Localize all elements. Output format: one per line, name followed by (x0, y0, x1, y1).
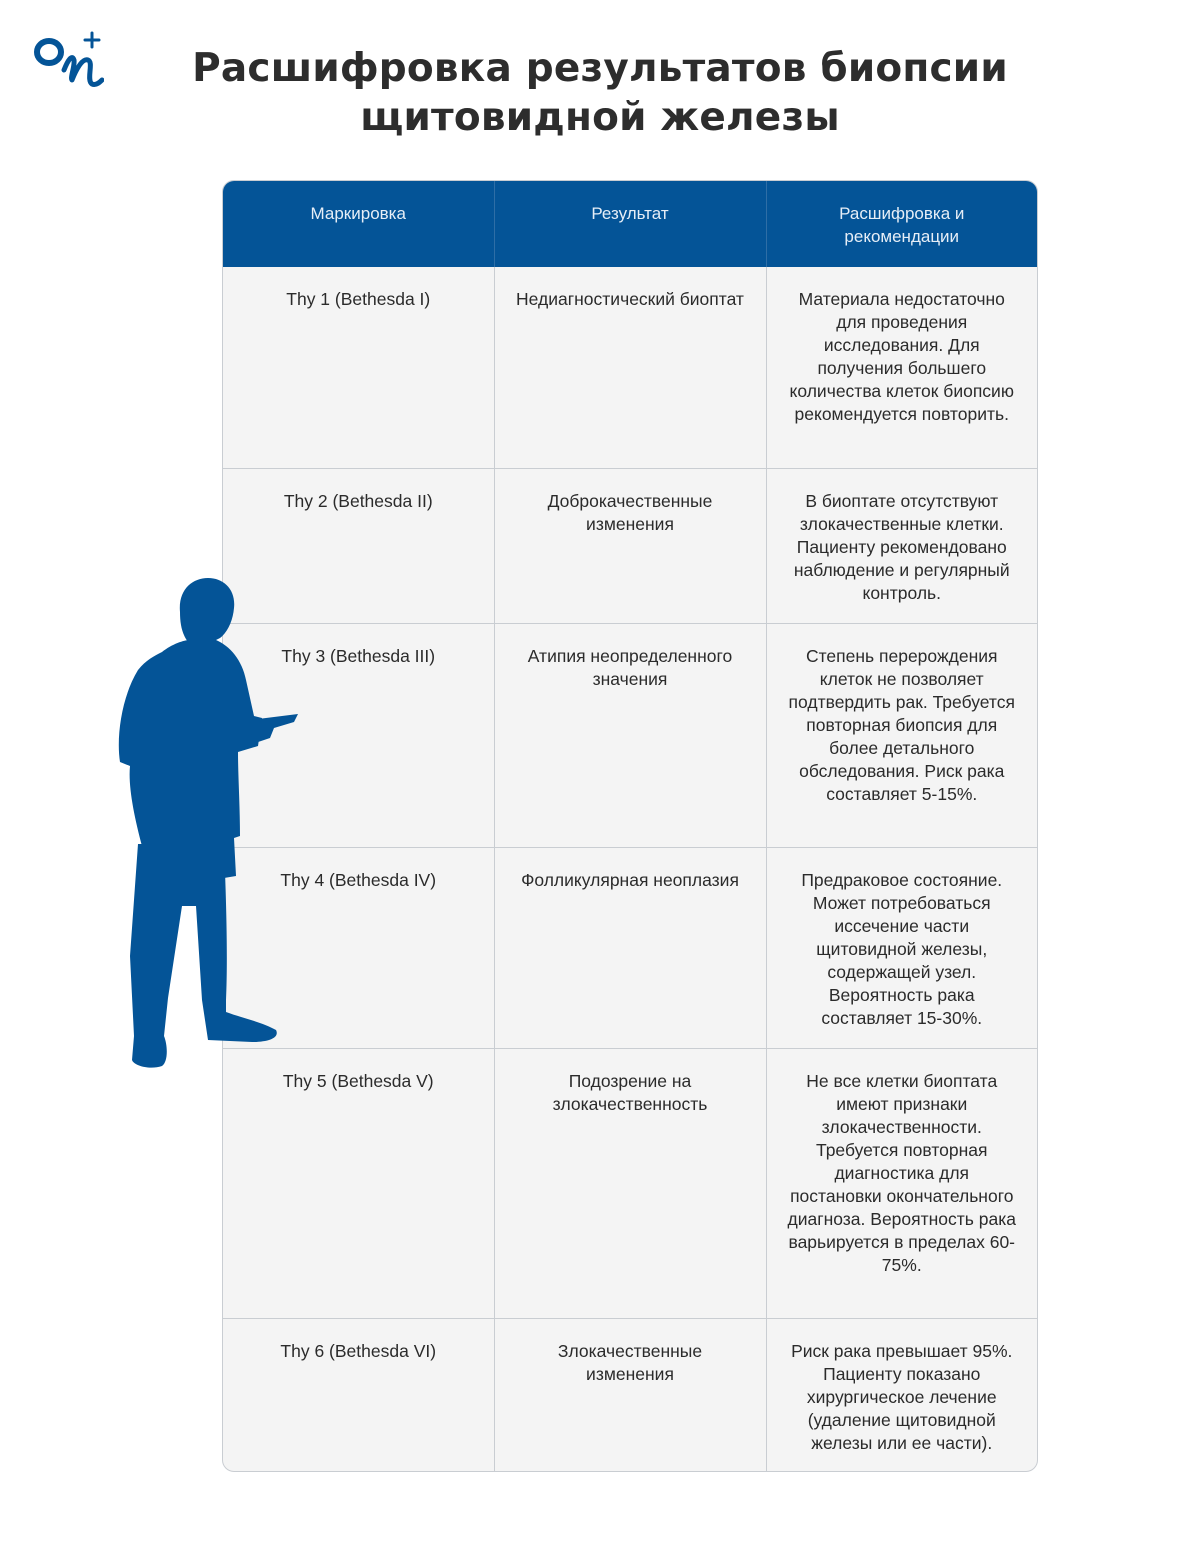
cell-marking: Thy 5 (Bethesda V) (223, 1048, 494, 1318)
cell-result: Подозрение на злокачественность (494, 1048, 766, 1318)
table-header-row (223, 181, 1037, 267)
title-line-1: Расшифровка результатов биопсии (192, 46, 1008, 91)
cell-result: Доброкачественные изменения (494, 468, 766, 623)
cell-result: Фолликулярная неоплазия (494, 847, 766, 1048)
page-title (150, 44, 1050, 142)
header-result: Результат (494, 181, 766, 267)
cell-interpretation: Не все клетки биоптата имеют признаки злокачественности. Требуется повторная диагностика для постановки окончательного диагноза. Вероятность рака варьируется в пределах 60-75%. (766, 1048, 1037, 1318)
header-marking: Маркировка (223, 181, 494, 267)
cell-marking: Thy 1 (Bethesda I) (223, 267, 494, 468)
brand-logo-icon (32, 30, 104, 94)
cell-marking: Thy 2 (Bethesda II) (223, 468, 494, 623)
results-table-container (222, 180, 1038, 1472)
title-line-2: щитовидной железы (360, 95, 840, 140)
table-row (223, 1048, 1037, 1318)
cell-interpretation: Предраковое состояние. Может потребоваться иссечение части щитовидной железы, содержащей узел. Вероятность рака составляет 15-30%. (766, 847, 1037, 1048)
table-row (223, 267, 1037, 468)
cell-interpretation: Материала недостаточно для проведения исследования. Для получения большего количества клеток биопсию рекомендуется повторить. (789, 289, 1014, 424)
table-row (223, 623, 1037, 847)
cell-interpretation: Риск рака превышает 95%. Пациенту показано хирургическое лечение (удаление щитовидной железы или ее части). (766, 1318, 1037, 1471)
cell-result: Недиагностический биоптат (494, 267, 766, 468)
cell-interpretation: В биоптате отсутствуют злокачественные клетки. Пациенту рекомендовано наблюдение и регулярный контроль. (766, 468, 1037, 623)
results-table (223, 181, 1037, 1471)
cell-marking: Thy 4 (Bethesda IV) (223, 847, 494, 1048)
cell-marking: Thy 3 (Bethesda III) (223, 623, 494, 847)
table-row (223, 1318, 1037, 1471)
cell-interpretation: Степень перерождения клеток не позволяет подтвердить рак. Требуется повторная биопсия для более детального обследования. Риск рака составляет 5-15%. (766, 623, 1037, 847)
cell-result: Атипия неопределенного значения (494, 623, 766, 847)
table-row (223, 468, 1037, 623)
header-interpretation: Расшифровка и рекомендации (839, 204, 965, 246)
cell-result: Злокачественные изменения (494, 1318, 766, 1471)
doctor-silhouette-icon (112, 576, 302, 1070)
table-row (223, 847, 1037, 1048)
cell-marking: Thy 6 (Bethesda VI) (223, 1318, 494, 1471)
